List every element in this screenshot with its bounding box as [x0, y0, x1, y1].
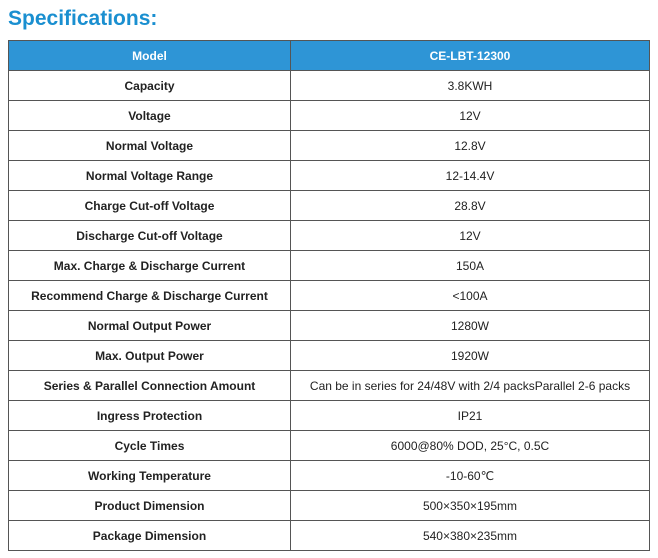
spec-label: Series & Parallel Connection Amount [9, 371, 291, 401]
spec-value: 1920W [291, 341, 650, 371]
spec-value: IP21 [291, 401, 650, 431]
table-row [9, 161, 650, 191]
spec-label: Normal Voltage Range [9, 161, 291, 191]
table-row [9, 191, 650, 221]
spec-label: Cycle Times [9, 431, 291, 461]
table-row [9, 71, 650, 101]
spec-value: 1280W [291, 311, 650, 341]
spec-value: 3.8KWH [291, 71, 650, 101]
table-row [9, 371, 650, 401]
spec-value: 12-14.4V [291, 161, 650, 191]
spec-label: Ingress Protection [9, 401, 291, 431]
spec-value: 6000@80% DOD, 25°C, 0.5C [291, 431, 650, 461]
spec-label: Normal Output Power [9, 311, 291, 341]
spec-value: 28.8V [291, 191, 650, 221]
spec-value: Can be in series for 24/48V with 2/4 packsParallel 2-6 packs [291, 371, 650, 401]
table-row [9, 341, 650, 371]
spec-label: Package Dimension [9, 521, 291, 551]
spec-label: Working Temperature [9, 461, 291, 491]
spec-label: Max. Charge & Discharge Current [9, 251, 291, 281]
table-row [9, 491, 650, 521]
table-row [9, 461, 650, 491]
table-row [9, 131, 650, 161]
spec-label: Product Dimension [9, 491, 291, 521]
table-row [9, 401, 650, 431]
spec-label: Max. Output Power [9, 341, 291, 371]
spec-value: -10-60℃ [291, 461, 650, 491]
table-row [9, 431, 650, 461]
table-row [9, 521, 650, 551]
table-row [9, 101, 650, 131]
spec-value: 540×380×235mm [291, 521, 650, 551]
specifications-table [8, 40, 650, 551]
table-header-row [9, 41, 650, 71]
table-row [9, 251, 650, 281]
table-row [9, 281, 650, 311]
table-row [9, 311, 650, 341]
header-value-cell: CE-LBT-12300 [291, 41, 650, 71]
spec-value: 150A [291, 251, 650, 281]
table-row [9, 221, 650, 251]
spec-label: Capacity [9, 71, 291, 101]
spec-value: 12.8V [291, 131, 650, 161]
spec-label: Discharge Cut-off Voltage [9, 221, 291, 251]
spec-label: Normal Voltage [9, 131, 291, 161]
spec-value: 12V [291, 221, 650, 251]
spec-label: Charge Cut-off Voltage [9, 191, 291, 221]
spec-value: <100A [291, 281, 650, 311]
page-title: Specifications: [8, 7, 158, 30]
header-label-cell: Model [9, 41, 291, 71]
spec-label: Voltage [9, 101, 291, 131]
spec-value: 500×350×195mm [291, 491, 650, 521]
spec-value: 12V [291, 101, 650, 131]
spec-label: Recommend Charge & Discharge Current [9, 281, 291, 311]
